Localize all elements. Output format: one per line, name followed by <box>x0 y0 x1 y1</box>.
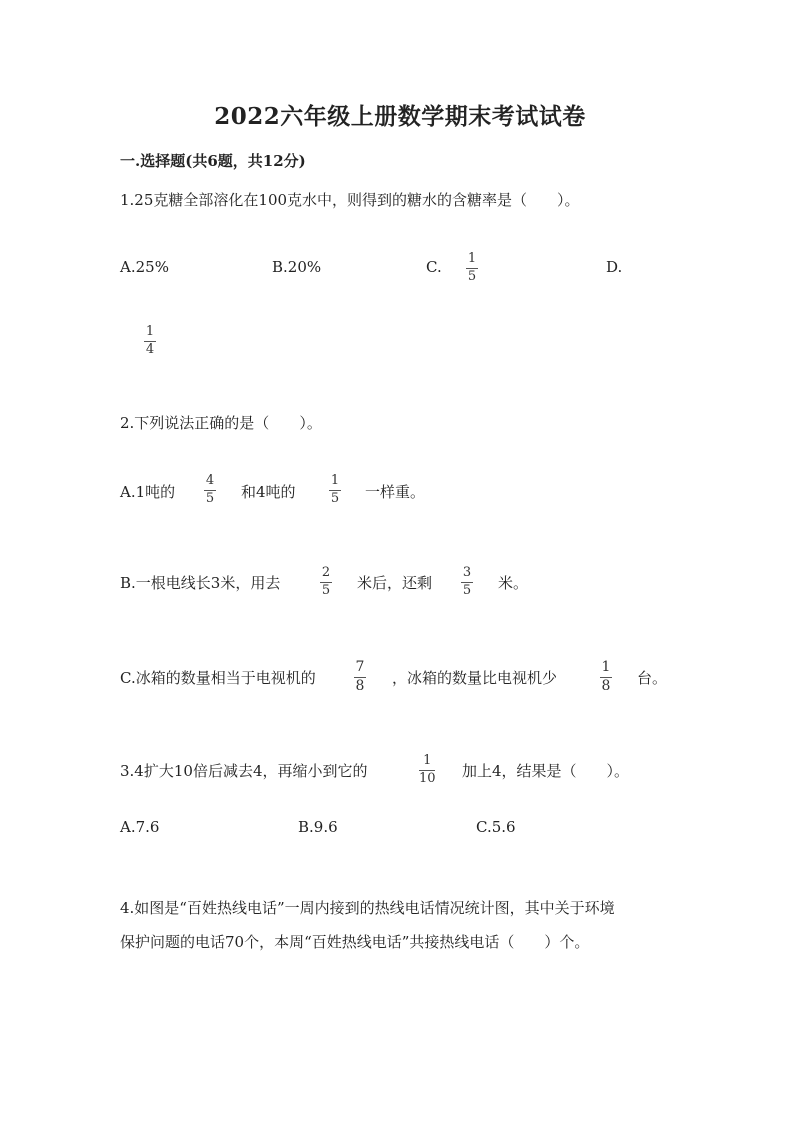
q1-option-d-fraction <box>144 325 156 357</box>
q2-option-c-text-1: C.冰箱的数量相当于电视机的 <box>120 669 316 687</box>
q3-fraction <box>419 754 436 786</box>
q2-option-b-fraction-2 <box>461 566 473 598</box>
fraction-denominator: 5 <box>321 583 331 598</box>
page-title: 2022六年级上册数学期末考试试卷 <box>214 103 586 130</box>
fraction-denominator: 5 <box>330 491 340 506</box>
q3-option-a: A.7.6 <box>120 818 160 836</box>
fraction-denominator: 5 <box>462 583 472 598</box>
q1-option-d: D. <box>606 258 623 276</box>
q1-option-a: A.25% <box>120 258 169 276</box>
fraction-denominator: 8 <box>355 678 365 694</box>
q1-option-c: C. <box>426 258 442 276</box>
fraction-numerator: 1 <box>145 324 155 339</box>
fraction-denominator: 5 <box>205 491 215 506</box>
q2-option-a-text-1: A.1吨的 <box>120 483 176 501</box>
q3-option-b: B.9.6 <box>298 818 338 836</box>
q2-option-c-text-3: 台。 <box>637 669 668 687</box>
question-4-line-2: 保护问题的电话70个，本周“百姓热线电话”共接热线电话（ ）个。 <box>120 933 590 951</box>
fraction-numerator: 3 <box>462 565 472 580</box>
fraction-denominator: 10 <box>419 771 436 786</box>
q2-option-c-fraction-1 <box>354 660 366 694</box>
q1-option-b: B.20% <box>272 258 322 276</box>
fraction-numerator: 4 <box>205 473 215 488</box>
q2-option-b-text-2: 米后，还剩 <box>357 574 433 592</box>
q2-option-b-text-3: 米。 <box>498 574 529 592</box>
question-3-stem-1: 3.4扩大10倍后减去4，再缩小到它的 <box>120 762 368 780</box>
fraction-numerator: 1 <box>330 473 340 488</box>
q3-option-c: C.5.6 <box>476 818 516 836</box>
q1-option-c-fraction <box>466 252 478 284</box>
fraction-denominator: 5 <box>467 269 477 284</box>
fraction-denominator: 4 <box>145 342 155 357</box>
question-3-stem-2: 加上4，结果是（ ）。 <box>462 762 630 780</box>
q2-option-b-text-1: B.一根电线长3米，用去 <box>120 574 281 592</box>
q2-option-a-fraction-1 <box>204 474 216 506</box>
question-2-stem: 2.下列说法正确的是（ ）。 <box>120 414 322 432</box>
q2-option-b-fraction-1 <box>320 566 332 598</box>
q2-option-a-text-2: 和4吨的 <box>241 483 296 501</box>
fraction-numerator: 1 <box>601 659 611 675</box>
question-1-stem: 1.25克糖全部溶化在100克水中，则得到的糖水的含糖率是（ ）。 <box>120 191 580 209</box>
fraction-numerator: 2 <box>321 565 331 580</box>
fraction-numerator: 1 <box>467 251 477 266</box>
q2-option-c-text-2: ，冰箱的数量比电视机少 <box>392 669 558 687</box>
q2-option-a-text-3: 一样重。 <box>365 483 426 501</box>
q2-option-a-fraction-2 <box>329 474 341 506</box>
section-heading: 一.选择题(共6题，共12分) <box>120 152 306 170</box>
fraction-numerator: 1 <box>423 753 432 768</box>
question-4-line-1: 4.如图是“百姓热线电话”一周内接到的热线电话情况统计图，其中关于环境 <box>120 899 615 917</box>
fraction-denominator: 8 <box>601 678 611 694</box>
q2-option-c-fraction-2 <box>600 660 612 694</box>
fraction-numerator: 7 <box>355 659 365 675</box>
